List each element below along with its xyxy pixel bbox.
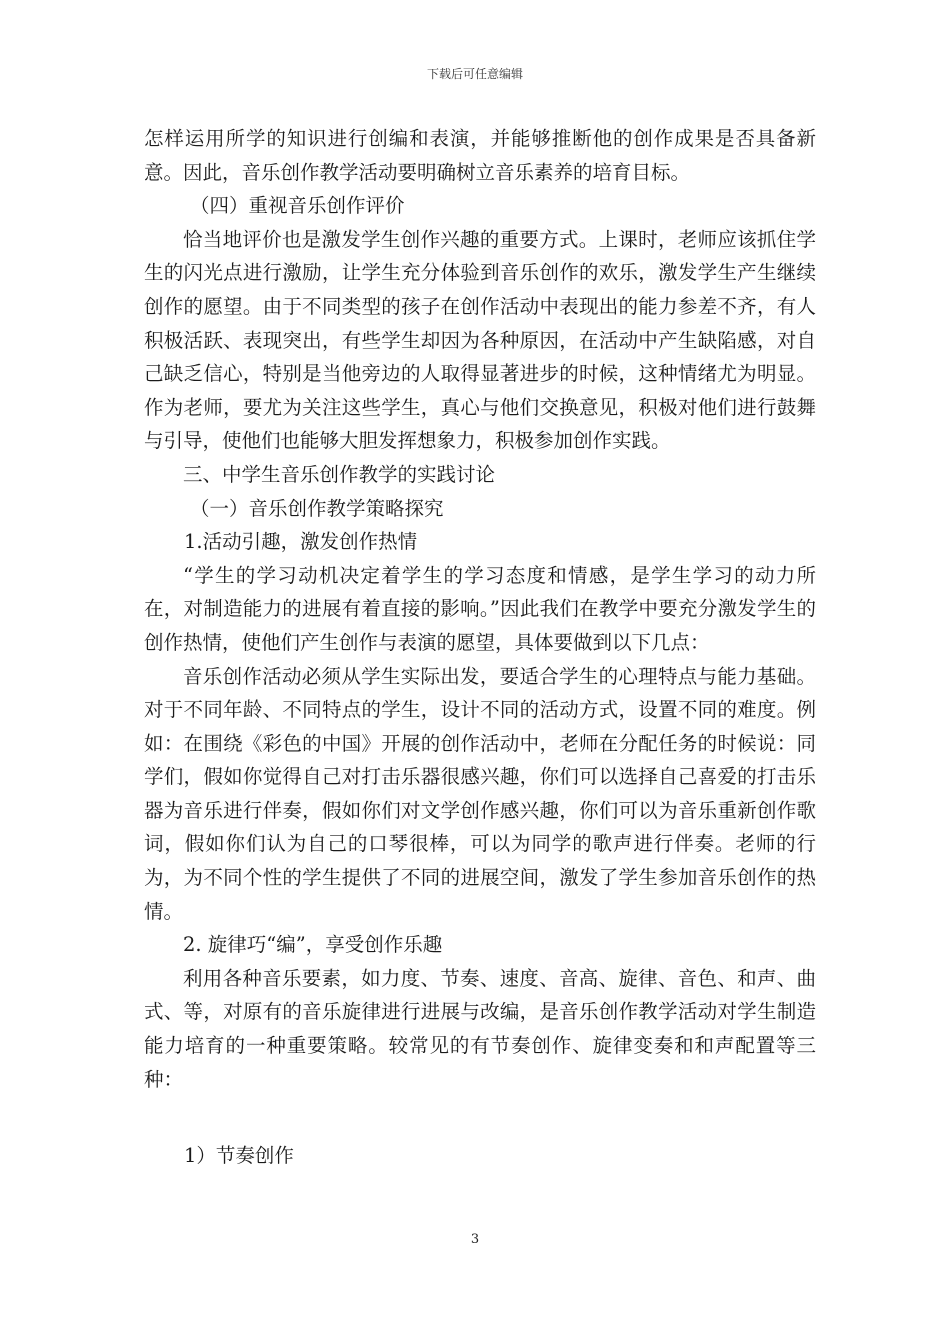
numbered-heading-1: 1.活动引趣，激发创作热情 — [184, 530, 418, 554]
paragraph-quote: “学生的学习动机决定着学生的学习态度和情感，是学生学习的动力所在，对制造能力的进展有着直接的影响。”因此我们在教学中要充分激发学生的创作热情，使他们产生创作与表演的愿望，具体要做到以下几点： — [144, 563, 816, 654]
document-body — [144, 122, 816, 1173]
page-header: 下载后可任意编辑 — [426, 67, 523, 81]
paragraph-example: 音乐创作活动必须从学生实际出发，要适合学生的心理特点与能力基础。对于不同年龄、不同特点的学生，设计不同的活动方式，设置不同的难度。例如：在围绕《彩色的中国》开展的创作活动中，老师在分配任务的时候说：同学们，假如你觉得自己对打击乐器很感兴趣，你们可以选择自己喜爱的打击乐器为音乐进行伴奏，假如你们对文学创作感兴趣，你们可以为音乐重新创作歌词，假如你们认为自己的口琴很棒，可以为同学的歌声进行伴奏。老师的行为，为不同个性的学生提供了不同的进展空间，激发了学生参加音乐创作的热情。 — [144, 664, 816, 923]
list-item-rhythm: 1）节奏创作 — [184, 1144, 294, 1168]
page-number: 3 — [470, 1232, 480, 1247]
paragraph-evaluation: 恰当地评价也是激发学生创作兴趣的重要方式。上课时，老师应该抓住学生的闪光点进行激励，让学生充分体验到音乐创作的欢乐，激发学生产生继续创作的愿望。由于不同类型的孩子在创作活动中表现出的能力参差不齐，有人积极活跃、表现突出，有些学生却因为各种原因，在活动中产生缺陷感，对自己缺乏信心，特别是当他旁边的人取得显著进步的时候，这种情绪尤为明显。作为老师，要尤为关注这些学生，真心与他们交换意见，积极对他们进行鼓舞与引导，使他们也能够大胆发挥想象力，积极参加创作实践。 — [144, 227, 816, 453]
subsection-heading-4: （四）重视音乐创作评价 — [190, 194, 405, 218]
paragraph-continuation: 怎样运用所学的知识进行创编和表演，并能够推断他的创作成果是否具备新意。因此，音乐创作教学活动要明确树立音乐素养的培育目标。 — [144, 127, 816, 184]
section-heading-3: 三、中学生音乐创作教学的实践讨论 — [183, 462, 496, 486]
paragraph-melody: 利用各种音乐要素，如力度、节奏、速度、音高、旋律、音色、和声、曲式、等，对原有的音乐旋律进行进展与改编，是音乐创作教学活动对学生制造能力培育的一种重要策略。较常见的有节奏创作、旋律变奏和和声配置等三种： — [144, 966, 816, 1091]
numbered-heading-2: 2. 旋律巧“编”，享受创作乐趣 — [183, 933, 443, 957]
subsection-heading-1: （一）音乐创作教学策略探究 — [190, 496, 444, 520]
